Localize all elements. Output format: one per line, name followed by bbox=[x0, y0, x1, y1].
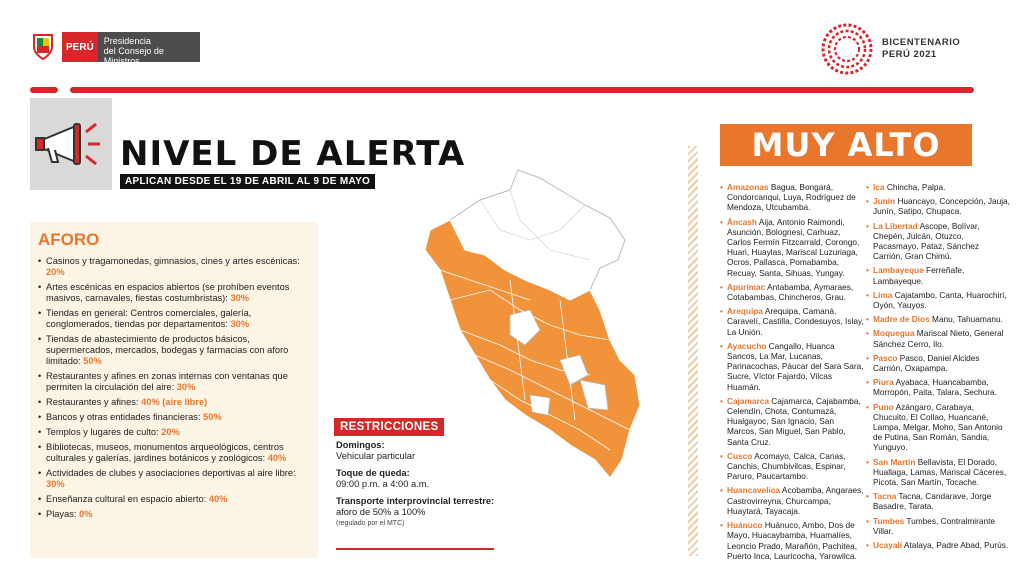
region-entry bbox=[720, 341, 864, 392]
region-provinces: Huánuco, Ambo, Dos de Mayo, Huacaybamba, Huamalíes, Leoncio Prado, Marañón, Pachitea, Puerto Inca, Lauricocha, Yarowilca. bbox=[727, 520, 858, 561]
restricciones-heading: RESTRICCIONES bbox=[334, 418, 444, 436]
region-name: Lambayeque bbox=[873, 265, 924, 276]
aforo-item bbox=[38, 442, 310, 464]
region-entry bbox=[720, 182, 864, 213]
region-entry bbox=[866, 314, 1010, 324]
region-provinces: Antabamba, Aymaraes, Cotabambas, Chincheros, Grau. bbox=[727, 281, 854, 303]
region-provinces: Ayabaca, Huancabamba, Morropón, Paita, Talara, Sechura. bbox=[873, 377, 997, 398]
aforo-item-text: Restaurantes y afines en zonas internas con ventanas que permiten la circulación del aire: bbox=[46, 371, 288, 392]
region-entry bbox=[866, 182, 1010, 192]
aforo-item-percent: 50% bbox=[83, 356, 102, 366]
region-name: Cajamarca bbox=[727, 395, 769, 406]
region-entry bbox=[866, 457, 1010, 488]
aforo-item-text: Bibliotecas, museos, monumentos arqueológicos, centros culturales y galerías, jardines botánicos y zoológicos: bbox=[46, 442, 284, 463]
pcm-line1: Presidencia bbox=[103, 36, 151, 46]
region-entry bbox=[866, 540, 1010, 550]
aforo-item-percent: 20% bbox=[46, 267, 65, 277]
bicentenario-line2: PERÚ 2021 bbox=[882, 49, 937, 60]
region-name: Madre de Dios bbox=[873, 314, 930, 325]
region-provinces: Ascope, Bolívar, Chepén, Julcán, Otuzco, Pacasmayo, Pataz, Sánchez Carrión, Gran Chimú. bbox=[873, 220, 980, 262]
aforo-item-percent: 40% (aire libre) bbox=[141, 397, 208, 407]
region-entry bbox=[866, 491, 1010, 511]
aforo-item-text: Bancos y otras entidades financieras: bbox=[46, 412, 201, 422]
aforo-item bbox=[38, 334, 310, 367]
region-name: Pasco bbox=[873, 352, 898, 363]
region-entry bbox=[720, 451, 864, 482]
region-provinces: Tumbes, Contralmirante Villar. bbox=[873, 515, 996, 536]
region-name: Cusco bbox=[727, 450, 753, 461]
region-provinces: Acobamba, Angaraes, Castrovirreyna, Churcampa, Huaytará, Tayacaja. bbox=[727, 485, 864, 516]
aforo-item bbox=[38, 494, 310, 505]
region-name: Moquegua bbox=[873, 328, 915, 339]
aforo-item-text: Tiendas en general: Centros comerciales, galería, conglomerados, tiendas por departamentos: bbox=[46, 308, 252, 329]
aforo-item bbox=[38, 371, 310, 393]
bicentenario-logo bbox=[820, 22, 960, 76]
transporte-label: Transporte interprovincial terrestre: bbox=[336, 496, 495, 506]
region-name: Ica bbox=[873, 182, 885, 192]
region-entry bbox=[866, 290, 1010, 310]
aforo-item-percent: 20% bbox=[161, 427, 180, 437]
bicentenario-emblem-icon bbox=[820, 22, 874, 76]
aforo-item bbox=[38, 308, 310, 330]
region-name: San Martín bbox=[873, 456, 916, 467]
aforo-item bbox=[38, 427, 310, 438]
region-provinces: Tacna, Candarave, Jorge Basadre, Tarata. bbox=[873, 491, 992, 512]
aforo-item-text: Templos y lugares de culto: bbox=[46, 427, 159, 437]
domingos-value: Vehicular particular bbox=[336, 451, 416, 461]
transporte-note: (regulado por el MTC) bbox=[336, 520, 405, 527]
region-provinces: Cajatambo, Canta, Huarochirí, Oyón, Yauyos. bbox=[873, 289, 1007, 311]
region-provinces: Ferreñafe, Lambayeque. bbox=[873, 265, 965, 286]
pcm-logo bbox=[30, 32, 200, 66]
aforo-item bbox=[38, 468, 310, 490]
aforo-panel bbox=[30, 222, 318, 558]
region-provinces: Pasco, Daniel Alcides Carrión, Oxapampa. bbox=[873, 352, 980, 374]
peru-label: PERÚ bbox=[62, 32, 98, 62]
region-provinces: Aija, Antonio Raimondi, Asunción, Bolognesi, Carhuaz, Carlos Fermín Fitzcarrald, Corongo, Huari, Huaylas, Mariscal Luzuriaga, Ocros, Pallasca, Pomabamba, Recuay, Santa, Sihuas, Yungay. bbox=[727, 216, 860, 278]
region-name: Amazonas bbox=[727, 182, 769, 192]
region-entry bbox=[866, 221, 1010, 262]
region-provinces: Bagua, Bongará, Condorcanqui, Luya, Rodríguez de Mendoza, Utcubamba. bbox=[727, 182, 856, 213]
aforo-item-text: Artes escénicas en espacios abiertos (se prohíben eventos masivos, carnavales, fiestas costumbristas): bbox=[46, 282, 290, 303]
region-provinces: Mariscal Nieto, General Sánchez Cerro, Ilo. bbox=[873, 328, 1004, 349]
region-name: Junín bbox=[873, 196, 896, 207]
aforo-item-text: Enseñanza cultural en espacio abierto: bbox=[46, 494, 207, 504]
aforo-item-percent: 30% bbox=[176, 382, 196, 392]
page-subtitle: APLICAN DESDE EL 19 DE ABRIL AL 9 DE MAYO bbox=[120, 174, 375, 189]
region-provinces: Bellavista, El Dorado, Huallaga, Lamas, Mariscal Cáceres, Picota, San Martín, Tocache. bbox=[873, 456, 1007, 488]
megaphone-icon bbox=[30, 98, 112, 190]
transporte-value: aforo de 50% a 100% bbox=[336, 507, 426, 517]
region-name: Tumbes bbox=[873, 515, 905, 526]
region-entry bbox=[720, 520, 864, 561]
diagonal-stripe bbox=[688, 146, 698, 556]
aforo-item-text: Tiendas de abastecimiento de productos básicos, supermercados, mercados, bodegas y farmacias con aforo limitado: bbox=[46, 334, 289, 366]
region-entry bbox=[720, 396, 864, 447]
region-entry bbox=[866, 377, 1010, 397]
pcm-line2: del Consejo de Ministros bbox=[103, 46, 164, 66]
region-entry bbox=[720, 306, 864, 337]
aforo-item-percent: 50% bbox=[203, 412, 222, 422]
region-entry bbox=[866, 328, 1010, 348]
region-entry bbox=[720, 217, 864, 278]
aforo-item-percent: 0% bbox=[79, 509, 93, 519]
aforo-item bbox=[38, 282, 310, 304]
region-provinces: Cajamarca, Cajabamba, Celendín, Chota, Contumazá, Hualgayoc, San Ignacio, San Marcos, San Miguel, San Pablo, Santa Cruz. bbox=[727, 395, 861, 447]
region-provinces: Azángaro, Carabaya, Chucuito, El Collao, Huancané, Lampa, Melgar, Moho, San Antonio de Putina, San Román, Sandia, Yunguyo. bbox=[873, 401, 1003, 453]
region-provinces: Acomayo, Calca, Canas, Canchis, Chumbivilcas, Espinar, Paruro, Paucartambo. bbox=[727, 450, 846, 482]
aforo-item bbox=[38, 397, 310, 408]
region-provinces: Atalaya, Padre Abad, Purús. bbox=[903, 540, 1009, 551]
muy-alto-column-1 bbox=[720, 182, 864, 565]
region-entry bbox=[720, 282, 864, 302]
aforo-item-percent: 40% bbox=[208, 494, 228, 504]
region-name: Ayacucho bbox=[727, 340, 767, 351]
region-provinces: Huancayo, Concepción, Jauja, Junín, Satipo, Chupaca. bbox=[873, 196, 1010, 217]
toque-label: Toque de queda: bbox=[336, 468, 410, 478]
aforo-item bbox=[38, 256, 310, 278]
region-name: Huánuco bbox=[727, 520, 763, 531]
peru-shield-icon bbox=[30, 32, 56, 62]
region-name: Huancavelica bbox=[727, 485, 781, 496]
region-name: Piura bbox=[873, 377, 894, 388]
restricciones-panel bbox=[336, 440, 516, 535]
region-provinces: Chincha, Palpa. bbox=[886, 182, 946, 192]
region-entry bbox=[866, 196, 1010, 216]
aforo-item bbox=[38, 412, 310, 423]
region-name: Ucayali bbox=[873, 540, 903, 551]
region-name: La Libertad bbox=[873, 220, 918, 231]
region-name: Apurímac bbox=[727, 281, 766, 292]
aforo-item-text: Casinos y tragamonedas, gimnasios, cines y artes escénicas: bbox=[46, 256, 300, 266]
aforo-item-percent: 30% bbox=[46, 479, 65, 489]
muy-alto-column-2 bbox=[866, 182, 1010, 554]
toque-value: 09:00 p.m. a 4:00 a.m. bbox=[336, 479, 430, 489]
megaphone-panel bbox=[30, 98, 112, 190]
region-provinces: Cangallo, Huanca Sancos, La Mar, Lucanas, Parinacochas, Páucar del Sara Sara, Sucre, Víctor Fajardo, Vilcas Huamán. bbox=[727, 340, 864, 392]
region-entry bbox=[866, 516, 1010, 536]
aforo-item-text: Actividades de clubes y asociaciones deportivas al aire libre: bbox=[46, 468, 296, 478]
region-name: Arequipa bbox=[727, 306, 763, 317]
aforo-item-text: Playas: bbox=[46, 509, 77, 519]
aforo-list bbox=[38, 256, 310, 520]
aforo-item-text: Restaurantes y afines: bbox=[46, 397, 139, 407]
bicentenario-line1: BICENTENARIO bbox=[882, 37, 961, 48]
aforo-item bbox=[38, 509, 310, 520]
muy-alto-heading: MUY ALTO bbox=[720, 124, 972, 166]
region-entry bbox=[720, 485, 864, 516]
region-name: Lima bbox=[873, 289, 893, 300]
region-entry bbox=[866, 353, 1010, 373]
pcm-label bbox=[98, 32, 200, 66]
region-entry bbox=[866, 402, 1010, 453]
domingos-label: Domingos: bbox=[336, 440, 385, 450]
restricciones-divider bbox=[336, 548, 494, 550]
header-divider bbox=[30, 87, 58, 93]
aforo-item-percent: 40% bbox=[267, 453, 287, 463]
aforo-item-percent: 30% bbox=[230, 319, 250, 329]
region-name: Áncash bbox=[727, 216, 757, 227]
region-provinces: Manu, Tahuamanu. bbox=[932, 314, 1003, 325]
aforo-item-percent: 30% bbox=[230, 293, 250, 303]
header-divider bbox=[70, 87, 974, 93]
aforo-heading: AFORO bbox=[38, 230, 100, 249]
page-title: NIVEL DE ALERTA bbox=[120, 134, 466, 174]
region-provinces: Arequipa, Camaná, Caravelí, Castilla, Condesuyos, Islay, La Unión. bbox=[727, 306, 864, 337]
region-entry bbox=[866, 265, 1010, 285]
region-name: Tacna bbox=[873, 491, 897, 502]
region-name: Puno bbox=[873, 401, 894, 412]
